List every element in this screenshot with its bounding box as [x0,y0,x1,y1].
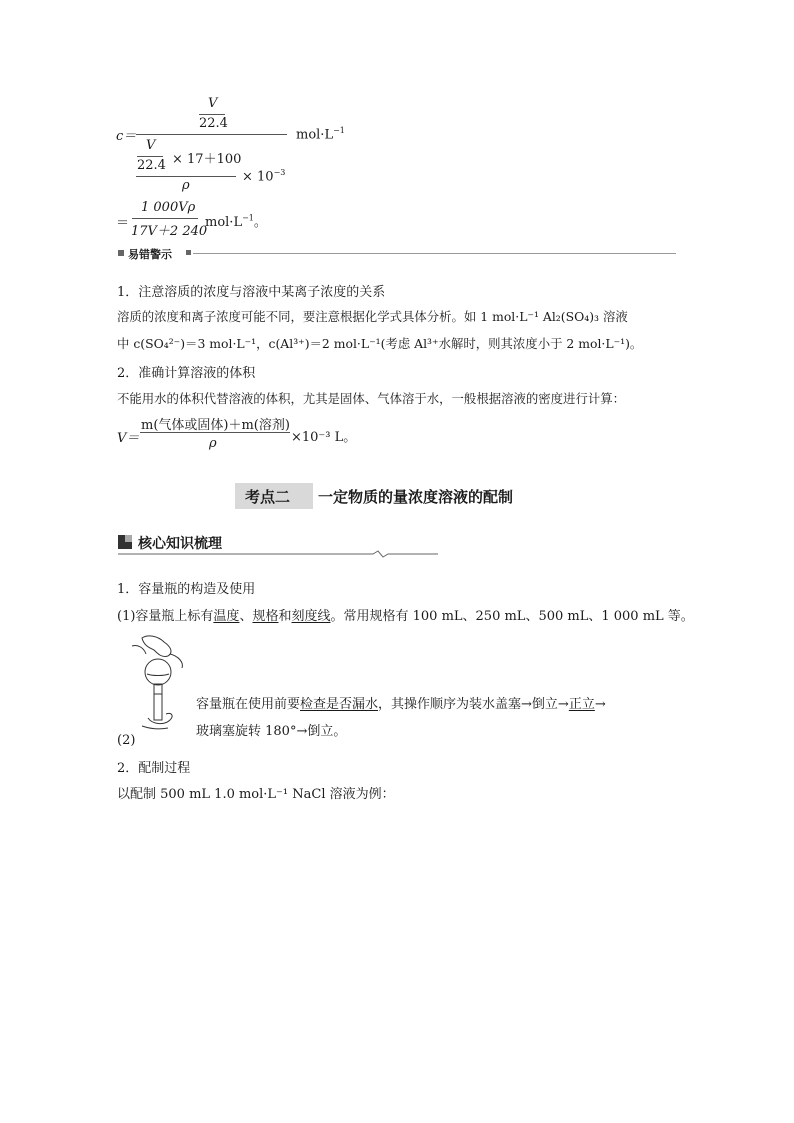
vf-tail: ×10⁻³ L。 [291,430,357,445]
warning-1-line1: 溶质的浓度和离子浓度可能不同，要注意根据化学式具体分析。如 1 mol·L⁻¹ Al₂(SO₄)₃ 溶液 [117,309,628,324]
main-fraction-bar [136,134,287,135]
formula-unit: $mol\cdot L^{-1}$ [296,126,345,143]
divider [193,253,676,254]
section-underline [118,549,438,559]
section-title: 核心知识梳理 [138,536,222,552]
formula-v-top: V [208,96,218,111]
formula-times10: × $10^{-3}$ [242,168,286,185]
bullet-square-icon [118,250,124,256]
formula-c-lhs: c＝ [116,129,137,144]
fraction-bar [199,114,225,115]
item1-title: 1．容量瓶的构造及使用 [117,582,256,597]
fraction-bar [132,218,198,219]
bullet-square-icon [186,250,191,255]
item3-line: 以配制 500 mL 1.0 mol·L⁻¹ NaCl 溶液为例： [117,787,395,802]
formula-den-top: 22.4 [199,116,228,131]
fraction-bar [136,176,236,177]
kaodian-title: 一定物质的量浓度溶液的配制 [318,488,514,506]
volumetric-flask-illustration [128,632,194,732]
item2-label: (2) [117,733,136,748]
item3-title: 2．配制过程 [117,761,191,776]
fraction-bar [137,156,163,157]
kaodian-label: 考点二 [245,488,291,506]
formula-unit2: $mol\cdot L^{-1}$。 [205,213,267,230]
fraction-bar [140,432,290,433]
formula-den-mid: 22.4 [137,158,166,173]
vf-lhs: V＝ [117,431,140,446]
formula-den2: 17V＋2 240 [131,224,208,239]
section-square-icon-accent [125,535,132,542]
warning-1-line2: 中 c(SO₄²⁻)＝3 mol·L⁻¹，c(Al³⁺)＝2 mol·L⁻¹(考虑 Al³⁺水解时，则其浓度小于 2 mol·L⁻¹)。 [117,336,643,351]
item2-line1: 容量瓶在使用前要检查是否漏水，其操作顺序为装水盖塞→倒立→正立→ [196,697,606,712]
vf-den: ρ [209,436,217,451]
formula-rho: ρ [182,178,190,193]
formula-eq2: ＝ [116,216,130,231]
formula-num2: 1 000Vρ [141,200,196,215]
warning-1-title: 1．注意溶质的浓度与溶液中某离子浓度的关系 [117,285,386,300]
warning-2-title: 2．准确计算溶液的体积 [117,366,256,381]
item1-1: (1)容量瓶上标有温度、规格和刻度线。常用规格有 100 mL、250 mL、500 mL、1 000 mL 等。 [117,609,694,624]
warning-title: 易错警示 [128,248,172,261]
formula-v-mid: V [146,138,156,153]
warning-2-line1: 不能用水的体积代替溶液的体积，尤其是固体、气体溶于水，一般根据溶液的密度进行计算： [117,391,626,406]
item2-line2: 玻璃塞旋转 180°→倒立。 [196,724,347,739]
formula-times17: × 17＋100 [172,152,242,167]
vf-num: m(气体或固体)＋m(溶剂) [141,418,290,433]
